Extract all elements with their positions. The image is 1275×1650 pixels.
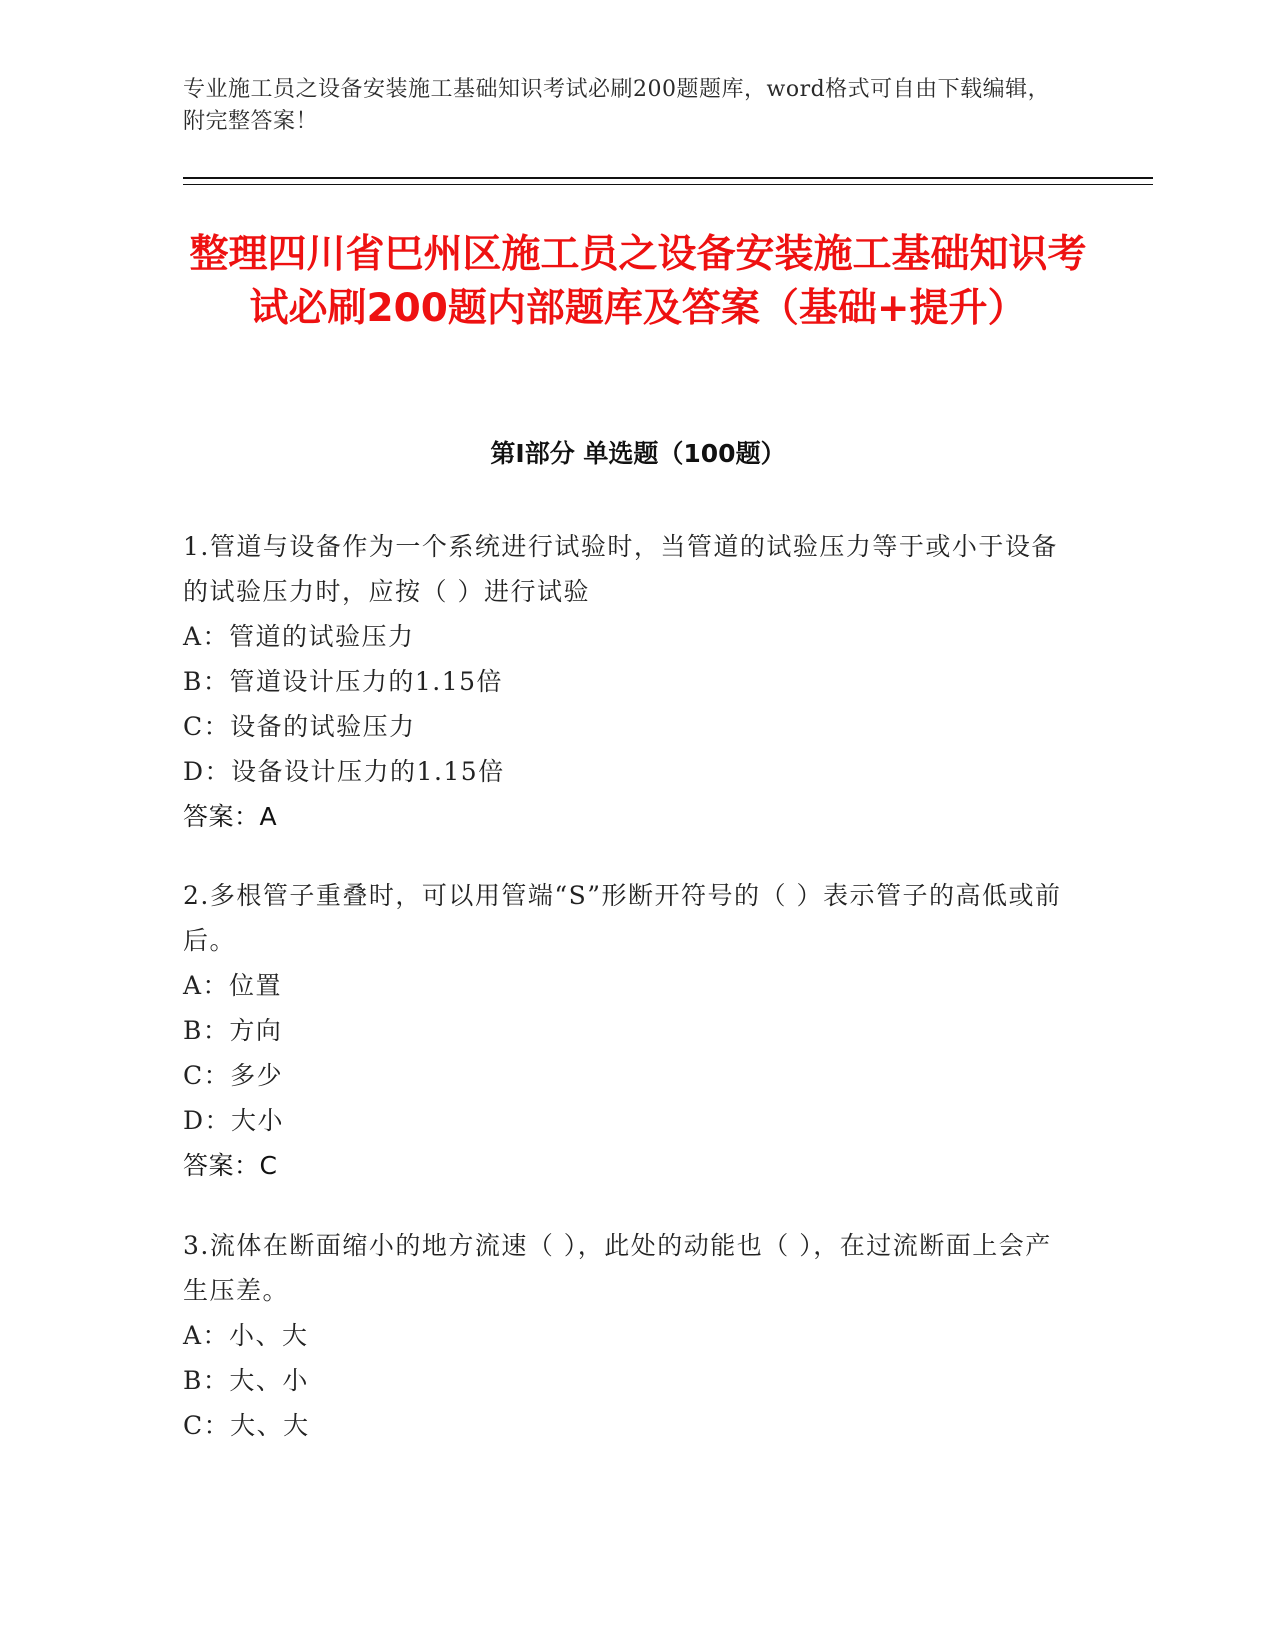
question-3 bbox=[183, 1223, 1063, 1448]
answer-line: 答案：C bbox=[183, 1151, 278, 1180]
header-divider-thin bbox=[183, 184, 1153, 185]
question-1 bbox=[183, 524, 1063, 839]
option-a: A：管道的试验压力 bbox=[183, 622, 415, 651]
header-divider-thick bbox=[183, 177, 1153, 179]
answer-line: 答案：A bbox=[183, 802, 278, 831]
option-b: B：方向 bbox=[183, 1016, 283, 1045]
option-a: A：位置 bbox=[183, 971, 283, 1000]
option-a: A：小、大 bbox=[183, 1321, 309, 1350]
header-note: 专业施工员之设备安装施工基础知识考试必刷200题题库，word格式可自由下载编辑，附完整答案！ bbox=[183, 77, 1051, 134]
option-d: D：大小 bbox=[183, 1106, 285, 1135]
question-2 bbox=[183, 873, 1063, 1188]
option-c: C：大、大 bbox=[183, 1411, 310, 1440]
option-c: C：多少 bbox=[183, 1061, 284, 1090]
option-b: B：大、小 bbox=[183, 1366, 309, 1395]
option-d: D：设备设计压力的1.15倍 bbox=[183, 757, 505, 786]
question-stem: 3.流体在断面缩小的地方流速（ ），此处的动能也（ ），在过流断面上会产生压差。 bbox=[183, 1231, 1052, 1305]
option-b: B：管道设计压力的1.15倍 bbox=[183, 667, 504, 696]
question-stem: 2.多根管子重叠时，可以用管端“S”形断开符号的（ ）表示管子的高低或前后。 bbox=[183, 881, 1062, 955]
question-stem: 1.管道与设备作为一个系统进行试验时，当管道的试验压力等于或小于设备的试验压力时，应按（ ）进行试验 bbox=[183, 532, 1058, 606]
section-title: 第I部分 单选题（100题） bbox=[490, 439, 786, 468]
document-title: 整理四川省巴州区施工员之设备安装施工基础知识考试必刷200题内部题库及答案（基础+提升） bbox=[189, 232, 1087, 331]
option-c: C：设备的试验压力 bbox=[183, 712, 416, 741]
